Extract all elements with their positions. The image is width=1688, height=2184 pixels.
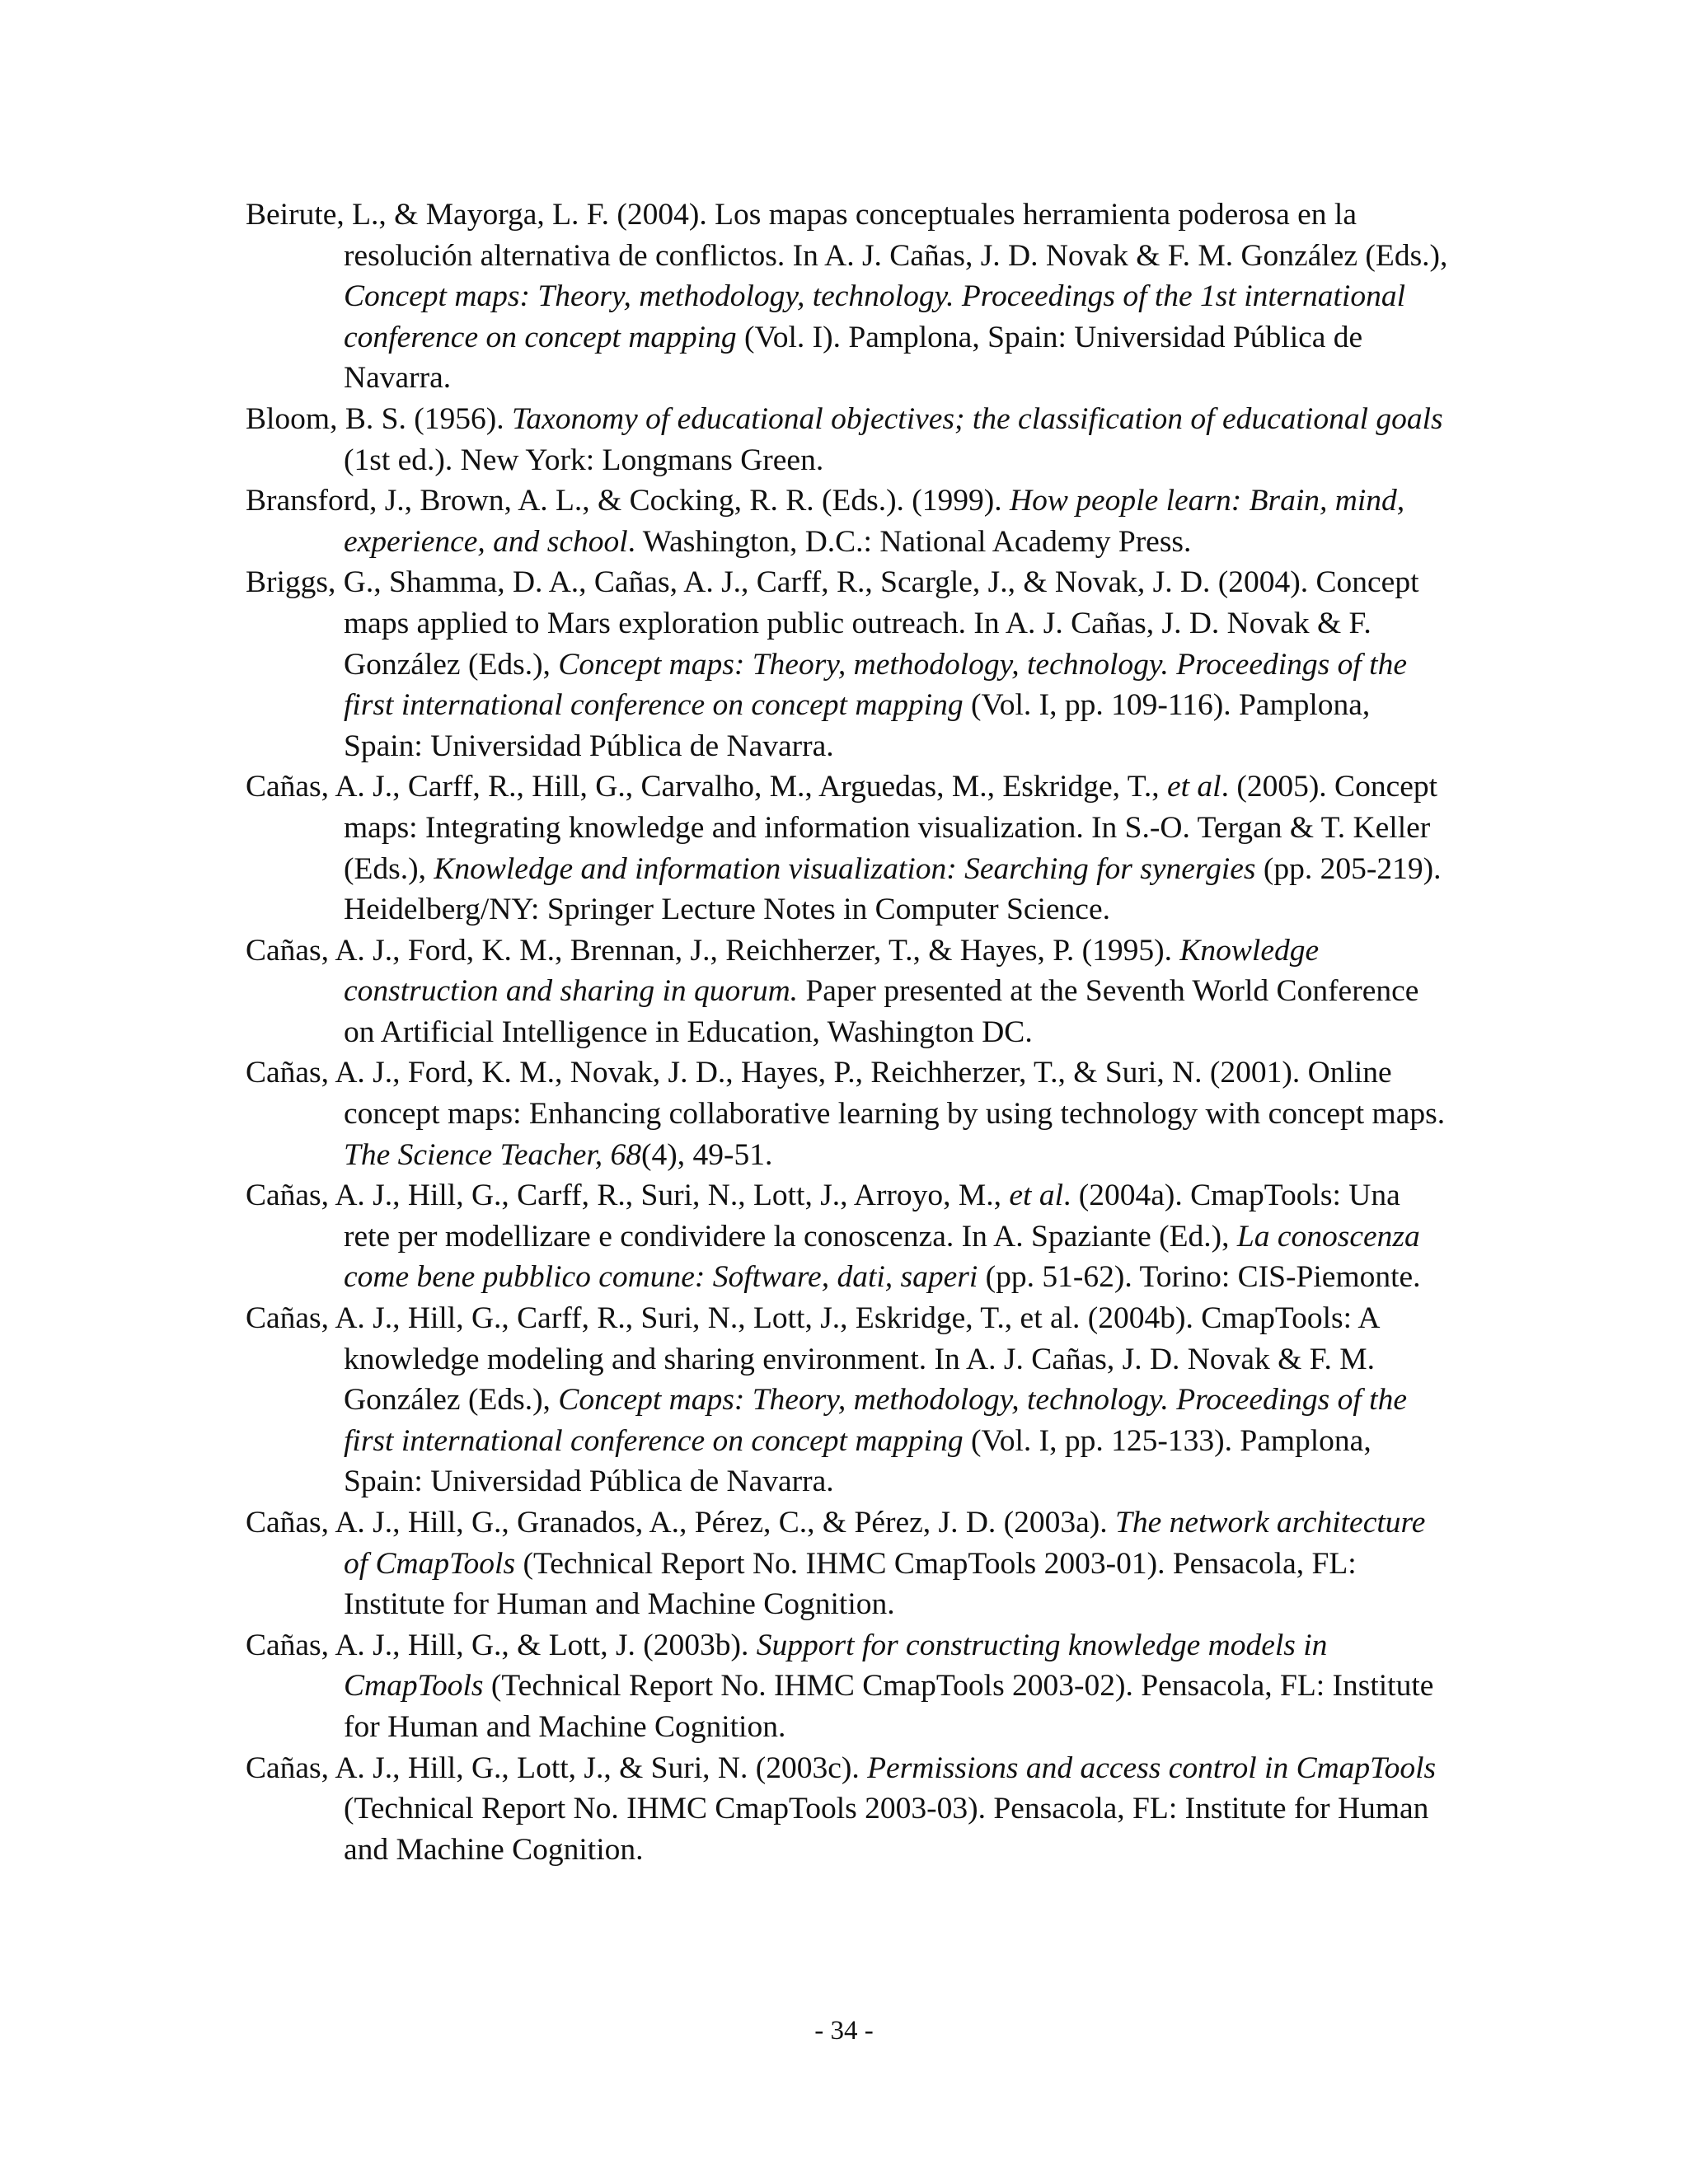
reference-title-text: Concept maps: Theory, methodology, technology. Proceedings of the 1st international conference on concept mapping	[344, 279, 1406, 354]
reference-title-text: Permissions and access control in CmapTools	[867, 1750, 1437, 1785]
reference-text: Beirute, L., & Mayorga, L. F. (2004). Los mapas conceptuales herramienta poderosa en la resolución alternativa de conflictos. In A. J. Cañas, J. D. Novak & F. M. González (Eds.),	[246, 198, 1448, 273]
reference-entry	[246, 480, 1449, 562]
reference-text: (4), 49-51.	[641, 1137, 773, 1172]
reference-title-text: Knowledge construction and sharing in quorum.	[344, 933, 1320, 1009]
reference-text: (Vol. I, pp. 125-133). Pamplona, Spain: Universidad Pública de Navarra.	[344, 1423, 1372, 1499]
reference-entry	[246, 766, 1449, 930]
reference-entry	[246, 1625, 1449, 1748]
reference-text: . (2005). Concept maps: Integrating knowledge and information visualization. In S.-O. Tergan & T. Keller (Eds.),	[344, 770, 1438, 886]
reference-text: Bransford, J., Brown, A. L., & Cocking, R. R. (Eds.). (1999).	[246, 484, 1010, 518]
reference-text: (pp. 51-62). Torino: CIS-Piemonte.	[978, 1260, 1421, 1295]
reference-text: Briggs, G., Shamma, D. A., Cañas, A. J., Carff, R., Scargle, J., & Novak, J. D. (2004). Concept maps applied to Mars exploration public outreach. In A. J. Cañas, J. D. Novak & F. González (Eds.),	[246, 565, 1419, 682]
reference-entry	[246, 1052, 1449, 1175]
reference-text: Bloom, B. S. (1956).	[246, 401, 512, 436]
reference-text: Paper presented at the Seventh World Conference on Artificial Intelligence in Education, Washington DC.	[344, 974, 1419, 1049]
reference-text: Cañas, A. J., Carff, R., Hill, G., Carvalho, M., Arguedas, M., Eskridge, T.,	[246, 770, 1167, 804]
reference-text: . Washington, D.C.: National Academy Press.	[627, 524, 1192, 559]
reference-text: Cañas, A. J., Hill, G., Lott, J., & Suri, N. (2003c).	[246, 1750, 868, 1785]
reference-entry	[246, 1502, 1449, 1625]
reference-title-text: Concept maps: Theory, methodology, technology. Proceedings of the first international conference on concept mapping	[344, 647, 1407, 723]
reference-title-text: Knowledge and information visualization: Searching for synergies	[434, 851, 1256, 886]
reference-text: Cañas, A. J., Hill, G., Granados, A., Pérez, C., & Pérez, J. D. (2003a).	[246, 1506, 1116, 1540]
reference-entry	[246, 1175, 1449, 1298]
reference-text: Cañas, A. J., Hill, G., & Lott, J. (2003b).	[246, 1628, 757, 1662]
reference-title-text: How people learn: Brain, mind, experience, and school	[344, 484, 1405, 559]
reference-title-text: et al	[1009, 1179, 1063, 1213]
reference-text: (Vol. I, pp. 109-116). Pamplona, Spain: Universidad Pública de Navarra.	[344, 688, 1371, 763]
reference-title-text: The network architecture of CmapTools	[344, 1506, 1426, 1581]
reference-entry	[246, 1748, 1449, 1871]
reference-text: Cañas, A. J., Hill, G., Carff, R., Suri, N., Lott, J., Eskridge, T., et al. (2004b). CmapTools: A knowledge modeling and sharing environment. In A. J. Cañas, J. D. Novak & F. M. González (Eds.),	[246, 1301, 1379, 1418]
reference-title-text: Concept maps: Theory, methodology, technology. Proceedings of the first international conference on concept mapping	[344, 1383, 1407, 1458]
reference-list	[246, 194, 1449, 1870]
reference-text: (Vol. I). Pamplona, Spain: Universidad Pública de Navarra.	[344, 320, 1363, 396]
reference-title-text: Support for constructing knowledge models in CmapTools	[344, 1628, 1328, 1704]
page-number: - 34 -	[814, 2016, 874, 2046]
reference-text: (Technical Report No. IHMC CmapTools 2003-03). Pensacola, FL: Institute for Human and Machine Cognition.	[344, 1792, 1429, 1867]
reference-text: Cañas, A. J., Hill, G., Carff, R., Suri, N., Lott, J., Arroyo, M.,	[246, 1179, 1010, 1213]
reference-entry	[246, 930, 1449, 1053]
reference-entry	[246, 194, 1449, 399]
reference-entry	[246, 1298, 1449, 1502]
reference-text: (Technical Report No. IHMC CmapTools 2003-02). Pensacola, FL: Institute for Human and Machine Cognition.	[344, 1669, 1434, 1744]
reference-entry	[246, 562, 1449, 766]
reference-text: (1st ed.). New York: Longmans Green.	[344, 443, 824, 477]
reference-text: (Technical Report No. IHMC CmapTools 2003-01). Pensacola, FL: Institute for Human and Machine Cognition.	[344, 1546, 1357, 1622]
reference-title-text: Taxonomy of educational objectives; the classification of educational goals	[511, 401, 1443, 436]
reference-title-text: La conoscenza come bene pubblico comune: Software, dati, saperi	[344, 1219, 1420, 1295]
reference-text: (pp. 205-219). Heidelberg/NY: Springer Lecture Notes in Computer Science.	[344, 851, 1442, 927]
reference-text: . (2004a). CmapTools: Una rete per modellizare e condividere la conoscenza. In A. Spaziante (Ed.),	[344, 1179, 1400, 1254]
reference-text: Cañas, A. J., Ford, K. M., Brennan, J., Reichherzer, T., & Hayes, P. (1995).	[246, 933, 1180, 968]
reference-entry	[246, 399, 1449, 480]
reference-title-text: et al	[1166, 770, 1221, 804]
reference-title-text: The Science Teacher, 68	[344, 1137, 642, 1172]
reference-text: Cañas, A. J., Ford, K. M., Novak, J. D., Hayes, P., Reichherzer, T., & Suri, N. (2001). Online concept maps: Enhancing collaborative learning by using technology with concept maps.	[246, 1056, 1446, 1132]
